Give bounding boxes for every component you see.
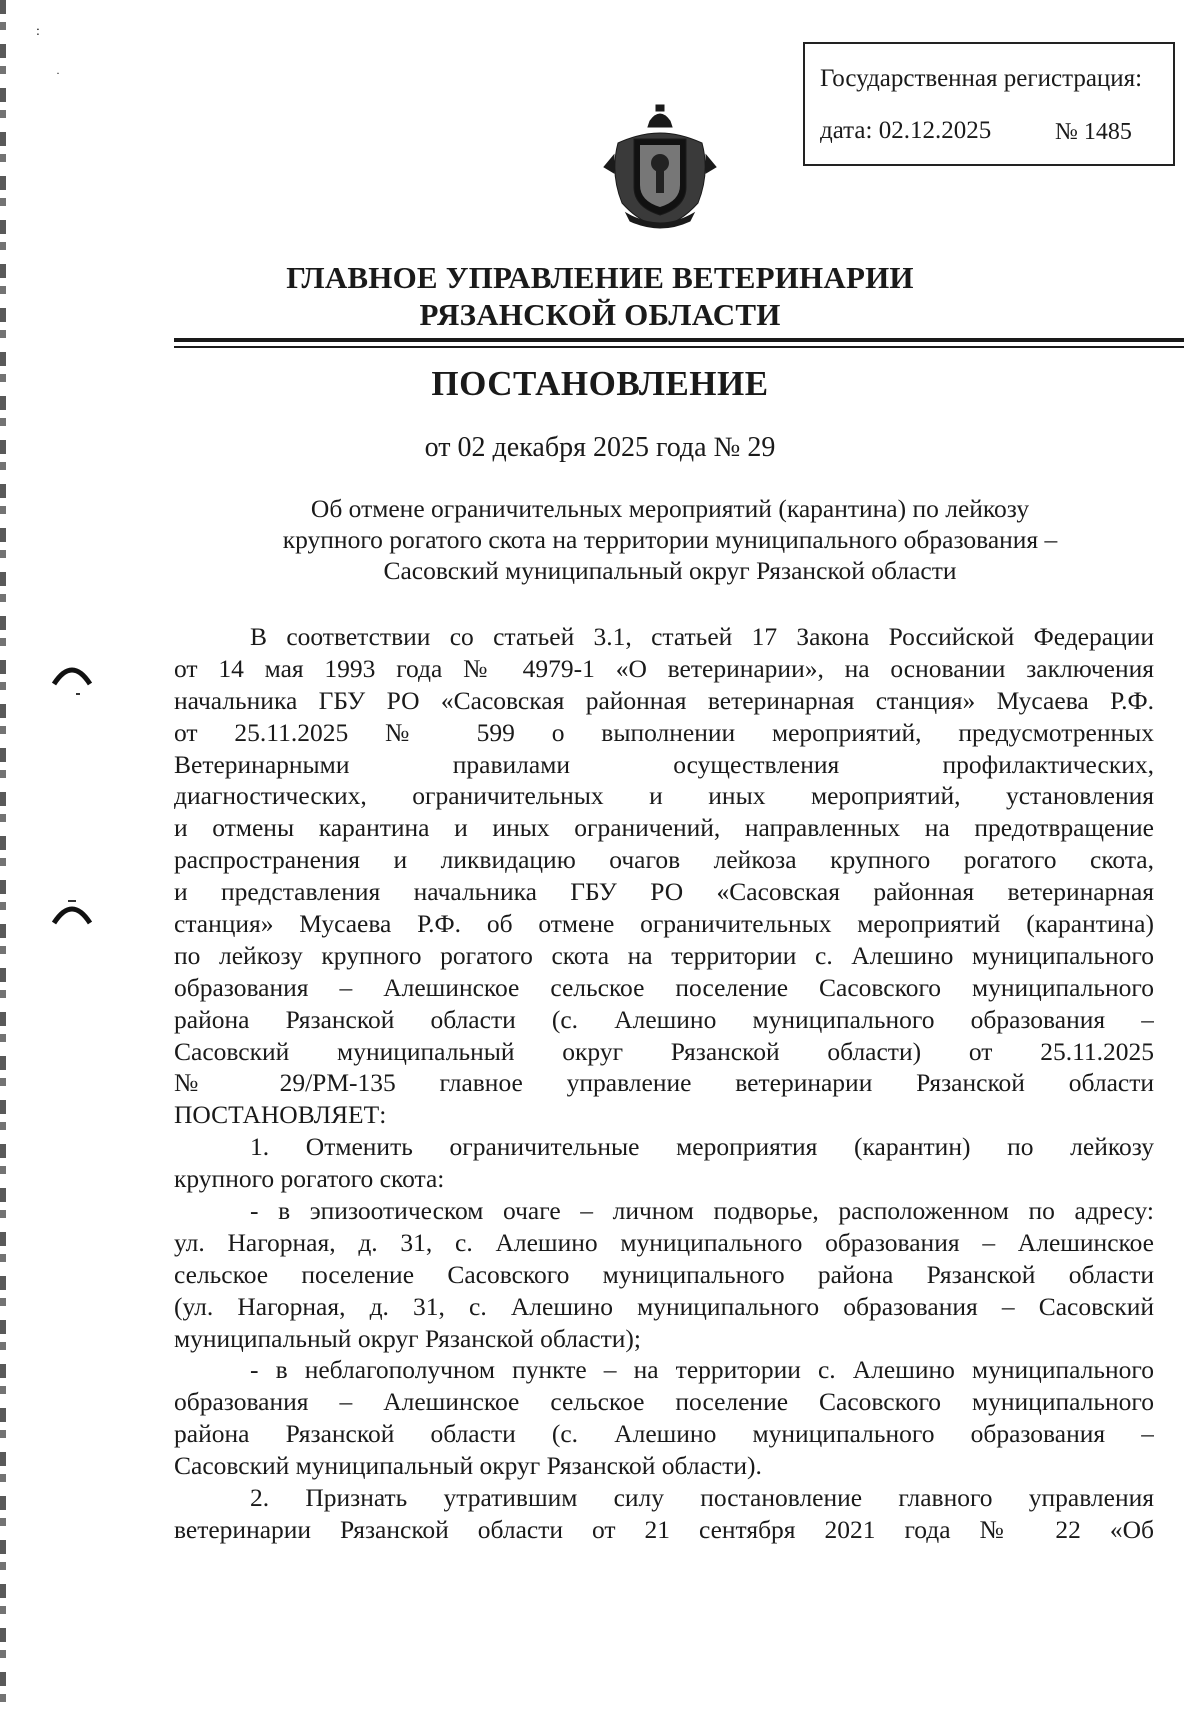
body-line: 2. Признать утратившим силу постановление главного управления (250, 1483, 1154, 1513)
body-line: В соответствии со статьей 3.1, статьей 17 Закона Российской Федерации (250, 622, 1154, 651)
body-line: муниципальный округ Рязанской области); (174, 1323, 641, 1353)
body-line: от 14 мая 1993 года № 4979-1 «О ветеринарии», на основании заключения (174, 653, 1154, 683)
header-divider-thin (174, 346, 1184, 348)
scan-edge-artifact (0, 0, 6, 1709)
body-line: образования – Алешинское сельское поселение Сасовского муниципального (174, 1387, 1154, 1417)
body-line: диагностических, ограничительных и иных мероприятий, установления (174, 781, 1154, 811)
document-date-number: от 02 декабря 2025 года № 29 (424, 432, 776, 463)
body-line: 1. Отменить ограничительные мероприятия (карантин) по лейкозу (250, 1132, 1154, 1162)
body-line: Сасовский муниципальный округ Рязанской области) от 25.11.2025 (174, 1036, 1154, 1066)
document-subject (190, 493, 1150, 586)
body-line: района Рязанской области (с. Алешино муниципального образования – (174, 1004, 1154, 1034)
body-line: ветеринарии Рязанской области от 21 сентября 2021 года № 22 «Об (174, 1514, 1154, 1544)
registration-stamp (803, 42, 1175, 166)
body-line: сельское поселение Сасовского муниципального района Рязанской области (174, 1259, 1154, 1289)
subject-line: Сасовский муниципальный округ Рязанской области (383, 556, 957, 585)
body-line: - в неблагополучном пункте – на территории с. Алешино муниципального (250, 1355, 1154, 1385)
body-line: ПОСТАНОВЛЯЕТ: (174, 1100, 387, 1130)
body-line: по лейкозу крупного рогатого скота на территории с. Алешино муниципального (174, 940, 1154, 970)
body-line: Сасовский муниципальный округ Рязанской области). (174, 1451, 762, 1481)
body-line: ул. Нагорная, д. 31, с. Алешино муниципального образования – Алешинское (174, 1227, 1154, 1257)
document-body (174, 621, 1154, 1546)
body-line: образования – Алешинское сельское поселение Сасовского муниципального (174, 972, 1154, 1002)
body-line: № 29/РМ-135 главное управление ветеринарии Рязанской области (174, 1068, 1154, 1098)
body-line: и отмены карантина и иных ограничений, направленных на предотвращение (174, 813, 1154, 843)
body-line: и представления начальника ГБУ РО «Сасовская районная ветеринарная (174, 877, 1154, 907)
document-type: ПОСТАНОВЛЕНИЕ (431, 364, 769, 403)
hole-punch-icon (50, 660, 94, 700)
body-line: района Рязанской области (с. Алешино муниципального образования – (174, 1419, 1154, 1449)
registration-number: № 1485 (1055, 119, 1132, 145)
header-divider-thick (174, 338, 1184, 342)
subject-line: крупного рогатого скота на территории муниципального образования – (282, 525, 1058, 554)
authority-name-line-1: ГЛАВНОЕ УПРАВЛЕНИЕ ВЕТЕРИНАРИИ (286, 260, 914, 295)
registration-title: Государственная регистрация: (820, 65, 1143, 92)
body-line: распространения и ликвидацию очагов лейкоза крупного рогатого скота, (174, 845, 1154, 875)
hole-punch-icon (50, 893, 94, 933)
body-line: - в эпизоотическом очаге – личном подворье, расположенном по адресу: (250, 1196, 1154, 1226)
body-line: станция» Мусаева Р.Ф. об отмене ограничительных мероприятий (карантина) (174, 909, 1154, 939)
authority-name-line-2: РЯЗАНСКОЙ ОБЛАСТИ (419, 297, 781, 332)
registration-date: дата: 02.12.2025 (820, 117, 992, 144)
ryazan-coat-of-arms-icon (600, 103, 720, 233)
scan-speck: · (56, 66, 60, 80)
scan-speck: : (36, 24, 40, 39)
body-line: крупного рогатого скота: (174, 1164, 445, 1194)
body-line: Ветеринарными правилами осуществления профилактических, (174, 749, 1154, 779)
body-line: (ул. Нагорная, д. 31, с. Алешино муниципального образования – Сасовский (174, 1291, 1154, 1321)
body-line: от 25.11.2025 № 599 о выполнении мероприятий, предусмотренных (174, 717, 1154, 747)
subject-line: Об отмене ограничительных мероприятий (карантина) по лейкозу (310, 494, 1030, 523)
body-line: начальника ГБУ РО «Сасовская районная ветеринарная станция» Мусаева Р.Ф. (174, 685, 1154, 715)
